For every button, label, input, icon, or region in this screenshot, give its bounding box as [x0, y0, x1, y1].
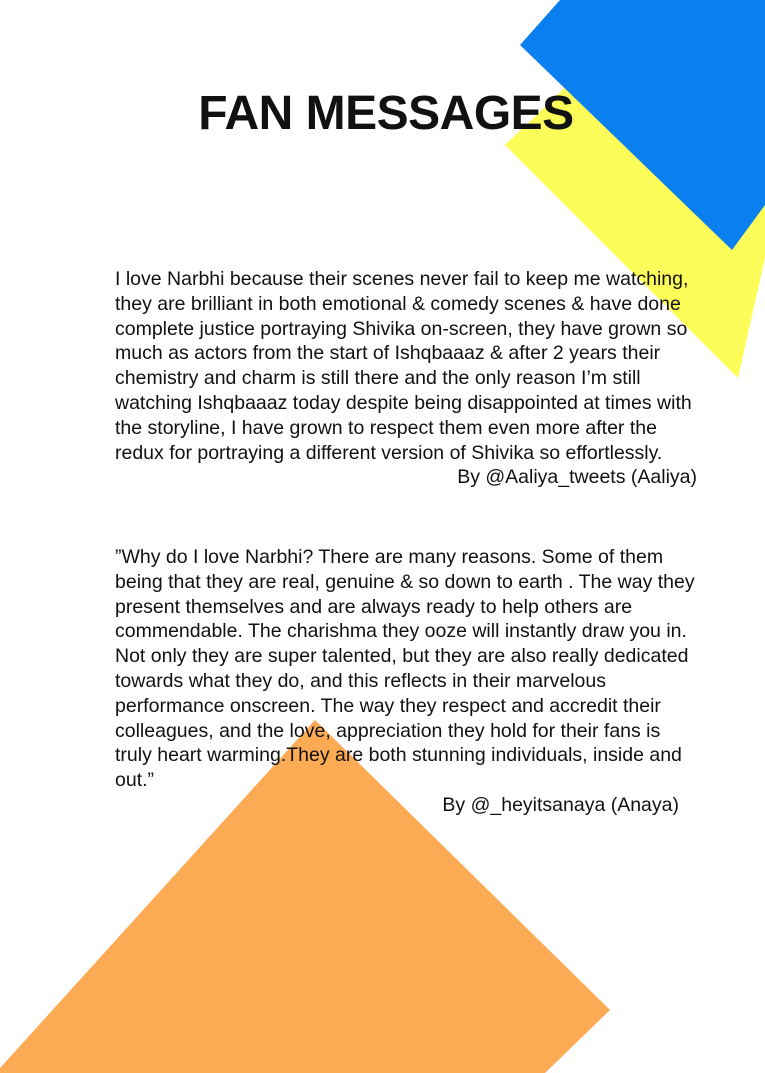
fan-message-text: I love Narbhi because their scenes never fail to keep me watching, they are brilliant in both emotional & comedy scenes & have done complete justice portraying Shivika on-screen, they have grown so much as actors from the start of Ishqbaaaz & after 2 years their chemistry and charm is still there and the only reason I’m still watching Ishqbaaaz today despite being disappointed at times with the storyline, I have grown to respect them even more after the redux for portraying a different version of Shivika so effortlessly. [115, 268, 692, 464]
page-title: FAN MESSAGES [198, 87, 574, 140]
fan-message-byline: By @Aaliya_tweets (Aaliya) [457, 466, 697, 489]
fan-message [115, 545, 697, 818]
fan-message-text: ”Why do I love Narbhi? There are many reasons. Some of them being that they are real, genuine & so down to earth . The way they present themselves and are always ready to help others are commendable. The charishma they ooze will instantly draw you in. Not only they are super talented, but they are also really dedicated towards what they do, and this reflects in their marvelous performance onscreen. The way they respect and accredit their colleagues, and the love, appreciation they hold for their fans is truly heart warming.They are both stunning individuals, inside and out.” [115, 546, 695, 792]
fan-message [115, 267, 697, 490]
fan-message-byline: By @_heyitsanaya (Anaya) [442, 793, 679, 816]
